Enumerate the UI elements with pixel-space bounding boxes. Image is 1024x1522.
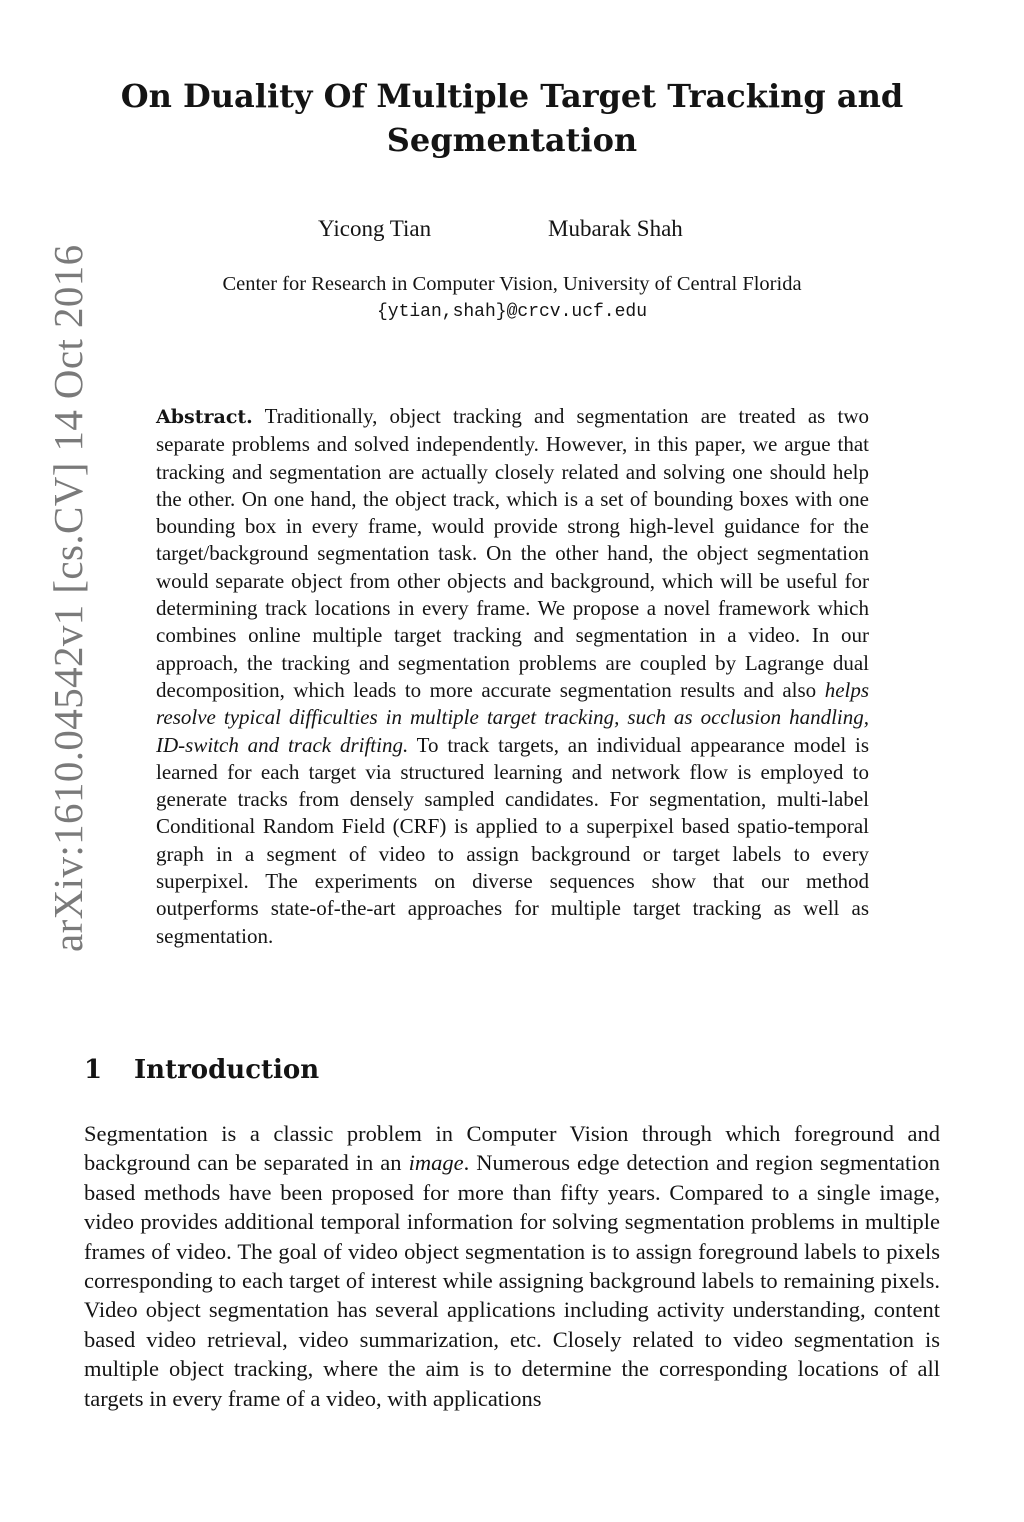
intro-text-part-1: Segmentation is a classic problem in Computer Vision through which foreground and background can be separated in an	[84, 1121, 940, 1176]
author-list	[0, 216, 1024, 246]
affiliation: Center for Research in Computer Vision, University of Central Florida	[222, 273, 802, 295]
abstract-label: Abstract.	[156, 406, 253, 428]
abstract-text-part-2: To track targets, an individual appearance model is learned for each target via structured learning and network flow is employed to generate tracks from densely sampled candidates. For segmentation, multi-label Conditional Random Field (CRF) is applied to a superpixel based spatio-temporal graph in a segment of video to assign background or target labels to every superpixel. The experiments on diverse sequences show that our method outperforms state-of-the-art approaches for multiple target tracking as well as segmentation.	[156, 732, 869, 948]
section-number: 1	[84, 1055, 103, 1085]
section-heading-introduction	[84, 1050, 319, 1090]
section-title: Introduction	[134, 1055, 320, 1085]
arxiv-side-stamp	[45, 84, 91, 954]
intro-text-part-2: . Numerous edge detection and region segmentation based methods have been proposed for more than fifty years. Compared to a single image, video provides additional temporal information for solving segmentation problems in multiple frames of video. The goal of video object segmentation is to assign foreground labels to pixels corresponding to each target of interest while assigning background labels to remaining pixels. Video object segmentation has several applications including activity understanding, content based video retrieval, video summarization, etc. Closely related to video segmentation is multiple object tracking, where the aim is to determine the corresponding locations of all targets in every frame of a video, with applications	[84, 1150, 940, 1411]
abstract	[156, 403, 869, 950]
abstract-text-part-1: Traditionally, object tracking and segmentation are treated as two separate problems and solved independently. However, in this paper, we argue that tracking and segmentation are actually closely related and solving one should help the other. On one hand, the object track, which is a set of bounding boxes with one bounding box in every frame, would provide strong high-level guidance for the target/background segmentation task. On the other hand, the object segmentation would separate object from other objects and background, which will be useful for determining track locations in every frame. We propose a novel framework which combines online multiple target tracking and segmentation in a video. In our approach, the tracking and segmentation problems are coupled by Lagrange dual decomposition, which leads to more accurate segmentation results and also	[156, 404, 869, 702]
introduction-paragraph	[84, 1119, 940, 1413]
author-name: Mubarak Shah	[548, 216, 683, 241]
abstract-italic-text: helps resolve typical difficulties in multiple target tracking, such as occlusion handling, ID-switch and track drifting.	[156, 677, 870, 757]
paper-title: On Duality Of Multiple Target Tracking and Segmentation	[120, 77, 904, 159]
arxiv-identifier: arXiv:1610.04542v1 [cs.CV] 14 Oct 2016	[45, 244, 91, 952]
author-name: Yicong Tian	[318, 216, 432, 241]
author-email: {ytian,shah}@crcv.ucf.edu	[376, 302, 648, 322]
intro-italic-text: image	[408, 1150, 464, 1176]
